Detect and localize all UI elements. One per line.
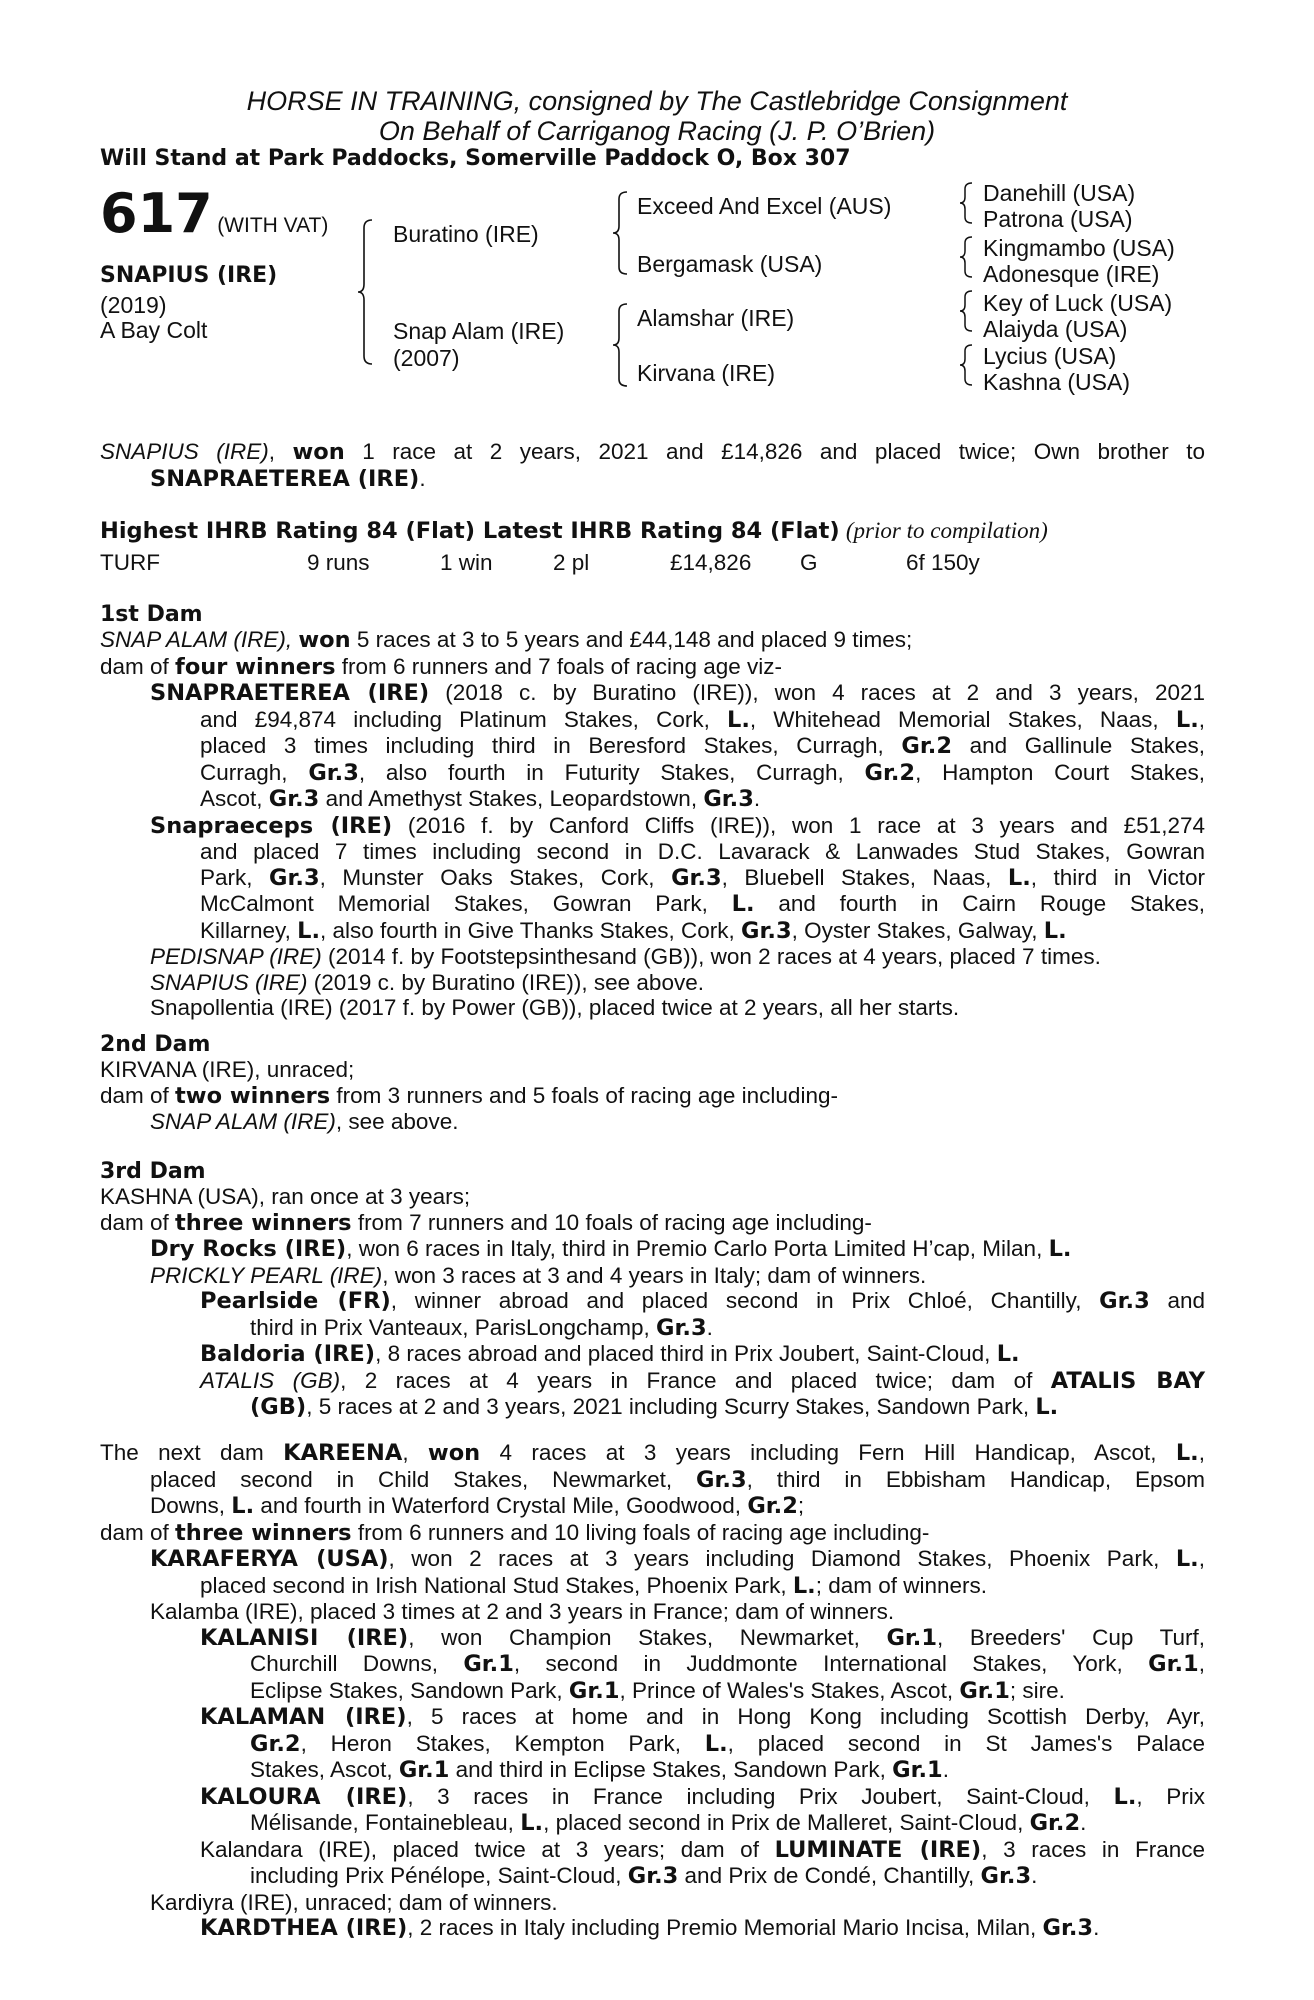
- race-summary: SNAPIUS (IRE), won 1 race at 2 years, 2021 and £14,826 and placed twice; Own brother to SNAPRAETEREA (IRE).: [100, 439, 1205, 492]
- turf-earnings: £14,826: [670, 550, 752, 575]
- next-dam-text: The next dam KAREENA, won 4 races at 3 years including Fern Hill Handicap, Ascot, L., placed second in Child Stakes, Newmarket, Gr.3, third in Ebbisham Handicap, Epsom Downs, L. and fourth in Waterford Crystal Mile, Goodwood, Gr.2; dam of three winners from 6 runners and 10 living foals of racing age including- KARAFERYA (USA), won 2 races at 3 years including Diamond Stakes, Phoenix Park, L., placed second in Irish National Stud Stakes, Phoenix Park, L.; dam of winners. Kalamba (IRE), placed 3 times at 2 and 3 years in France; dam of winners. KALANISI (IRE), won Champion Stakes, Newmarket, Gr.1, Breeders' Cup Turf, Churchill Downs, Gr.1, second in Juddmonte International Stakes, York, Gr.1, Eclipse Stakes, Sandown Park, Gr.1, Prince of Wales's Stakes, Ascot, Gr.1; sire. KALAMAN (IRE), 5 races at home and in Hong Kong including Scottish Derby, Ayr, Gr.2, Heron Stakes, Kempton Park, L., placed second in St James's Palace Stakes, Ascot, Gr.1 and third in Eclipse Stakes, Sandown Park, Gr.1. KALOURA (IRE), 3 races in France including Prix Joubert, Saint-Cloud, L., Prix Mélisande, Fontainebleau, L., placed second in Prix de Malleret, Saint-Cloud, Gr.2. Kalandara (IRE), placed twice at 3 years; dam of LUMINATE (IRE), 3 races in France including Prix Pénélope, Saint-Cloud, Gr.3 and Prix de Condé, Chantilly, Gr.3. Kardiyra (IRE), unraced; dam of winners. KARDTHEA (IRE), 2 races in Italy including Premio Memorial Mario Incisa, Milan, Gr.3.: [100, 1440, 1206, 1941]
- ihrb-rating: Highest IHRB Rating 84 (Flat) Latest IHRB Rating 84 (Flat) (prior to compilation): [100, 518, 1048, 544]
- pedigree-dsd: Alaiyda (USA): [983, 316, 1128, 342]
- pedigree-bracket-2a: [615, 190, 635, 276]
- vat-label: (WITH VAT): [217, 214, 329, 237]
- pedigree-sire: Buratino (IRE): [393, 221, 539, 247]
- first-dam-heading: 1st Dam: [100, 602, 203, 627]
- pedigree-bracket-3d: [960, 343, 980, 387]
- pedigree-sss: Danehill (USA): [983, 180, 1136, 206]
- pedigree-sire-dam: Bergamask (USA): [637, 251, 823, 277]
- on-behalf-heading: On Behalf of Carriganog Racing (J. P. O’Brien): [378, 116, 936, 146]
- horse-description: A Bay Colt: [100, 317, 208, 343]
- third-dam-text: KASHNA (USA), ran once at 3 years; dam of three winners from 7 runners and 10 foals of racing age including- Dry Rocks (IRE), won 6 races in Italy, third in Premio Carlo Porta Limited H’cap, Milan, L. PRICKLY PEARL (IRE), won 3 races at 3 and 4 years in Italy; dam of winners. Pearlside (FR), winner abroad and placed second in Prix Chloé, Chantilly, Gr.3 and third in Prix Vanteaux, ParisLongchamp, Gr.3. Baldoria (IRE), 8 races abroad and placed third in Prix Joubert, Saint-Cloud, L. ATALIS (GB), 2 races at 4 years in France and placed twice; dam of ATALIS BAY (GB), 5 races at 2 and 3 years, 2021 including Scurry Stakes, Sandown Park, L.: [100, 1184, 1206, 1420]
- pedigree-sds: Kingmambo (USA): [983, 235, 1175, 261]
- turf-label: TURF: [100, 550, 160, 575]
- horse-year: (2019): [100, 292, 167, 318]
- pedigree-bracket-1: [360, 218, 380, 368]
- lot-number: 617: [100, 182, 213, 245]
- first-dam-text: SNAP ALAM (IRE), won 5 races at 3 to 5 years and £44,148 and placed 9 times; dam of four winners from 6 runners and 7 foals of racing age viz- SNAPRAETEREA (IRE) (2018 c. by Buratino (IRE)), won 4 races at 2 and 3 years, 2021 and £94,874 including Platinum Stakes, Cork, L., Whitehead Memorial Stakes, Naas, L., placed 3 times including third in Beresford Stakes, Curragh, Gr.2 and Gallinule Stakes, Curragh, Gr.3, also fourth in Futurity Stakes, Curragh, Gr.2, Hampton Court Stakes, Ascot, Gr.3 and Amethyst Stakes, Leopardstown, Gr.3. Snapraeceps (IRE) (2016 f. by Canford Cliffs (IRE)), won 1 race at 3 years and £51,274 and placed 7 times including second in D.C. Lavarack & Lanwades Stud Stakes, Gowran Park, Gr.3, Munster Oaks Stakes, Cork, Gr.3, Bluebell Stakes, Naas, L., third in Victor McCalmont Memorial Stakes, Gowran Park, L. and fourth in Cairn Rouge Stakes, Killarney, L., also fourth in Give Thanks Stakes, Cork, Gr.3, Oyster Stakes, Galway, L. PEDISNAP (IRE) (2014 f. by Footstepsinthesand (GB)), won 2 races at 4 years, placed 7 times. SNAPIUS (IRE) (2019 c. by Buratino (IRE)), see above. Snapollentia (IRE) (2017 f. by Power (GB)), placed twice at 2 years, all her starts.: [100, 627, 1206, 1020]
- pedigree-dam-sire: Alamshar (IRE): [637, 305, 795, 331]
- second-dam-text: KIRVANA (IRE), unraced; dam of two winners from 3 runners and 5 foals of racing age including- SNAP ALAM (IRE), see above.: [100, 1057, 838, 1134]
- second-dam-heading: 2nd Dam: [100, 1032, 211, 1057]
- pedigree-dam-dam: Kirvana (IRE): [637, 360, 776, 386]
- pedigree-bracket-3c: [960, 289, 980, 333]
- turf-placed: 2 pl: [553, 550, 590, 575]
- turf-runs: 9 runs: [307, 550, 370, 575]
- pedigree-dam: Snap Alam (IRE): [393, 318, 565, 344]
- lot-number-line: [100, 182, 328, 245]
- pedigree-sdd: Adonesque (IRE): [983, 261, 1160, 287]
- turf-going: G: [800, 550, 818, 575]
- pedigree-bracket-3b: [960, 235, 980, 279]
- turf-distance: 6f 150y: [906, 550, 980, 575]
- pedigree-bracket-3a: [960, 181, 980, 225]
- stand-location: Will Stand at Park Paddocks, Somerville Paddock O, Box 307: [100, 146, 851, 171]
- horse-name: SNAPIUS (IRE): [100, 263, 278, 288]
- pedigree-ssd: Patrona (USA): [983, 206, 1133, 232]
- pedigree-dss: Key of Luck (USA): [983, 290, 1173, 316]
- third-dam-heading: 3rd Dam: [100, 1159, 206, 1184]
- pedigree-sire-sire: Exceed And Excel (AUS): [637, 193, 892, 219]
- pedigree-dam-year: (2007): [393, 345, 460, 371]
- turf-wins: 1 win: [440, 550, 493, 575]
- pedigree-bracket-2b: [615, 302, 635, 388]
- pedigree-ddd: Kashna (USA): [983, 369, 1131, 395]
- consignor-heading: HORSE IN TRAINING, consigned by The Castlebridge Consignment: [246, 86, 1068, 116]
- pedigree-dds: Lycius (USA): [983, 343, 1117, 369]
